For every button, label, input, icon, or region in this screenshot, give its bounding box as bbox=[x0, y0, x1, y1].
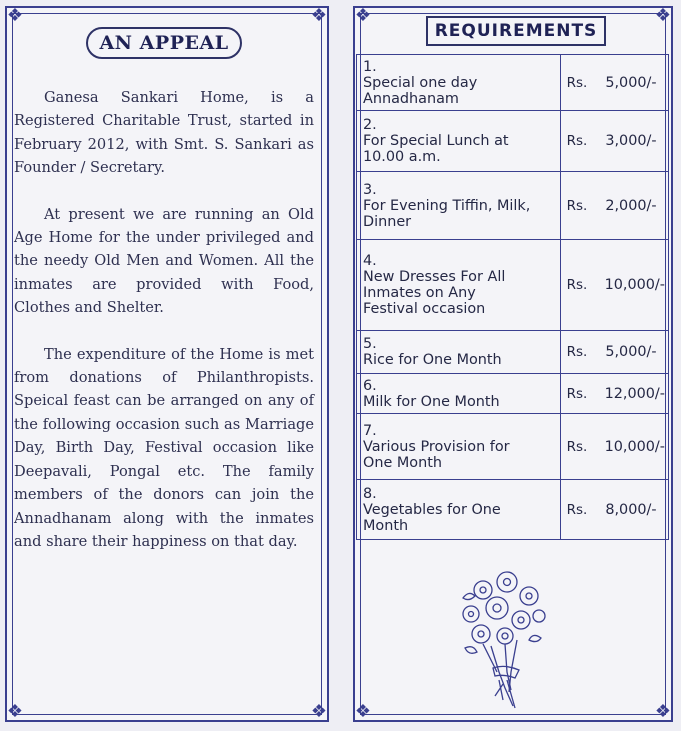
corner-ornament-icon: ❖ bbox=[654, 5, 672, 26]
requirements-heading: REQUIREMENTS bbox=[426, 16, 606, 46]
currency-label: Rs. bbox=[566, 385, 588, 402]
appeal-paragraph: Ganesa Sankari Home, is a Registered Charitable Trust, started in February 2012, with Smt. S. Sankari as Founder / Secretary. bbox=[14, 89, 314, 177]
corner-ornament-icon: ❖ bbox=[6, 701, 24, 722]
corner-ornament-icon: ❖ bbox=[6, 5, 24, 26]
item-amount: 8,000/- bbox=[605, 501, 657, 518]
table-row bbox=[357, 172, 669, 240]
item-number: 8. bbox=[363, 485, 377, 502]
item-number: 3. bbox=[363, 181, 377, 198]
item-amount: 5,000/- bbox=[605, 344, 657, 360]
item-number: 7. bbox=[363, 422, 377, 439]
table-row bbox=[357, 240, 669, 331]
item-description: For Evening Tiffin, Milk, Dinner bbox=[363, 197, 531, 230]
corner-ornament-icon: ❖ bbox=[354, 701, 372, 722]
item-amount: 12,000/- bbox=[604, 385, 665, 402]
currency-label: Rs. bbox=[566, 197, 588, 214]
item-number: 1. bbox=[363, 58, 377, 75]
currency-label: Rs. bbox=[566, 133, 588, 149]
item-number: 5. bbox=[363, 336, 377, 352]
currency-label: Rs. bbox=[566, 501, 588, 518]
appeal-paragraph: At present we are running an Old Age Home for the under privileged and the needy Old Men and Women. All the inmates are provided with Food, Clothes and Shelter. bbox=[14, 205, 314, 317]
corner-ornament-icon: ❖ bbox=[310, 701, 328, 722]
item-number: 4. bbox=[363, 253, 377, 269]
item-number: 2. bbox=[363, 117, 377, 133]
appeal-heading: AN APPEAL bbox=[86, 27, 242, 59]
item-description: New Dresses For All Inmates on Any Festival occasion bbox=[363, 269, 506, 317]
currency-label: Rs. bbox=[566, 277, 588, 293]
currency-label: Rs. bbox=[566, 74, 588, 91]
item-description: Rice for One Month bbox=[363, 352, 502, 368]
currency-label: Rs. bbox=[566, 344, 588, 360]
item-description: Special one day Annadhanam bbox=[363, 74, 478, 107]
item-description: Vegetables for One Month bbox=[363, 501, 501, 534]
item-description: Various Provision for One Month bbox=[363, 438, 510, 471]
table-row bbox=[357, 331, 669, 374]
appeal-body bbox=[14, 86, 314, 576]
item-amount: 2,000/- bbox=[605, 197, 657, 214]
item-description: For Special Lunch at 10.00 a.m. bbox=[363, 133, 509, 165]
item-description: Milk for One Month bbox=[363, 393, 500, 410]
table-row bbox=[357, 480, 669, 540]
flower-bouquet-icon bbox=[455, 568, 551, 710]
table-row bbox=[357, 55, 669, 111]
table-row bbox=[357, 111, 669, 172]
item-amount: 5,000/- bbox=[605, 74, 657, 91]
item-number: 6. bbox=[363, 377, 377, 394]
item-amount: 3,000/- bbox=[605, 133, 657, 149]
corner-ornament-icon: ❖ bbox=[354, 5, 372, 26]
corner-ornament-icon: ❖ bbox=[310, 5, 328, 26]
table-row bbox=[357, 374, 669, 414]
item-amount: 10,000/- bbox=[604, 438, 665, 455]
corner-ornament-icon: ❖ bbox=[654, 701, 672, 722]
requirements-table bbox=[356, 54, 669, 540]
table-row bbox=[357, 414, 669, 480]
item-amount: 10,000/- bbox=[604, 277, 665, 293]
appeal-paragraph: The expenditure of the Home is met from donations of Philanthropists. Speical feast can be arranged on any of the following occasion such as Marriage Day, Birth Day, Festival occasion like Deepavali, Pongal etc. The family members of the donors can join the Annadhanam along with the inmates and share their happiness on that day. bbox=[14, 345, 314, 550]
currency-label: Rs. bbox=[566, 438, 588, 455]
